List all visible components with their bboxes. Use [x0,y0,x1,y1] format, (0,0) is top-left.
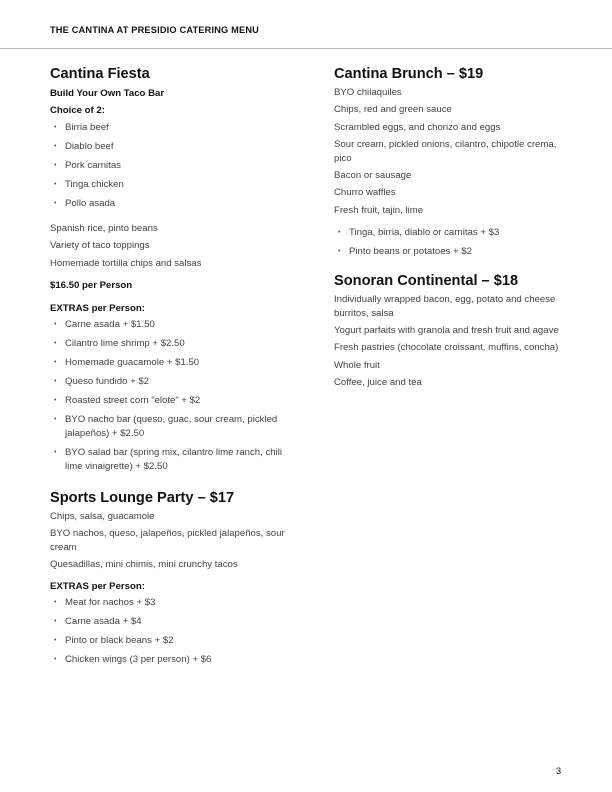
menu-item: Bacon or sausage [334,170,412,182]
right-column [334,66,564,393]
menu-item: Chips, red and green sauce [334,104,452,116]
menu-item: Sour cream, pickled onions, cilantro, chipotle crema, pico [334,138,557,164]
list-item: • Carne asada + $4 [50,615,290,629]
cantina-brunch-section [334,66,564,259]
page-header-title: THE CANTINA AT PRESIDIO CATERING MENU [50,25,260,35]
cantina-brunch-title: Cantina Brunch – $19 [334,66,484,82]
menu-item: Fresh fruit, tajin, lime [334,204,424,216]
cantina-fiesta-section [50,66,290,474]
header-divider [0,48,612,49]
menu-item: BYO nachos, queso, jalapeños, pickled jalapeños, sour cream [50,527,285,553]
menu-item: Yogurt parfaits with granola and fresh fruit and agave [334,325,559,337]
menu-item: BYO chilaquiles [334,87,402,98]
sports-extras-list [50,596,290,667]
list-item: • Diablo beef [50,140,290,154]
menu-item: Fresh pastries (chocolate croissant, muffins, concha) [334,342,559,354]
fiesta-extras-label: EXTRAS per Person: [50,302,145,314]
list-item: • BYO salad bar (spring mix, cilantro lime ranch, chili lime vinaigrette) + $2.50 [50,446,290,474]
taco-bar-subtitle: Build Your Own Taco Bar [50,88,165,99]
sonoran-continental-title: Sonoran Continental – $18 [334,272,519,289]
sports-lounge-title: Sports Lounge Party – $17 [50,489,235,506]
list-item: • Cilantro lime shrimp + $2.50 [50,337,290,351]
list-item: • Pinto beans or potatoes + $2 [334,245,564,259]
side-item: Spanish rice, pinto beans [50,223,158,234]
list-item: • Pollo asada [50,197,290,211]
list-item: • Chicken wings (3 per person) + $6 [50,653,290,667]
list-item: • BYO nacho bar (queso, guac, sour cream, pickled jalapeños) + $2.50 [50,413,290,441]
menu-item: Chips, salsa, guacamole [50,510,155,522]
sonoran-continental-section [334,273,564,390]
list-item: • Carne asada + $1.50 [50,318,290,332]
menu-item: Churro waffles [334,187,396,199]
cantina-fiesta-title: Cantina Fiesta [50,66,150,82]
list-item: • Pinto or black beans + $2 [50,634,290,648]
sports-lounge-section [50,490,290,668]
menu-item: Scrambled eggs, and chorizo and eggs [334,121,501,133]
menu-item: Individually wrapped bacon, egg, potato and cheese burritos, salsa [334,293,556,319]
left-column [50,66,290,672]
menu-item: Coffee, juice and tea [334,376,422,388]
fiesta-price: $16.50 per Person [50,279,133,291]
choice-label: Choice of 2: [50,105,105,116]
protein-choice-list [50,121,290,211]
side-item: Variety of taco toppings [50,240,150,252]
brunch-extras-list [334,226,564,259]
sports-extras-label: EXTRAS per Person: [50,581,145,593]
list-item: • Roasted street corn “elote” + $2 [50,394,290,408]
page-number: 3 [556,766,562,776]
list-item: • Homemade guacamole + $1.50 [50,356,290,370]
list-item: • Tinga chicken [50,178,290,192]
list-item: • Birria beef [50,121,290,135]
list-item: • Pork carnitas [50,159,290,173]
list-item: • Tinga, birria, diablo or carnitas + $3 [334,226,564,240]
list-item: • Meat for nachos + $3 [50,596,290,610]
fiesta-extras-list [50,318,290,474]
menu-item: Quesadillas, mini chimis, mini crunchy tacos [50,559,238,571]
list-item: • Queso fundido + $2 [50,375,290,389]
side-item: Homemade tortilla chips and salsas [50,257,202,269]
menu-item: Whole fruit [334,359,380,371]
